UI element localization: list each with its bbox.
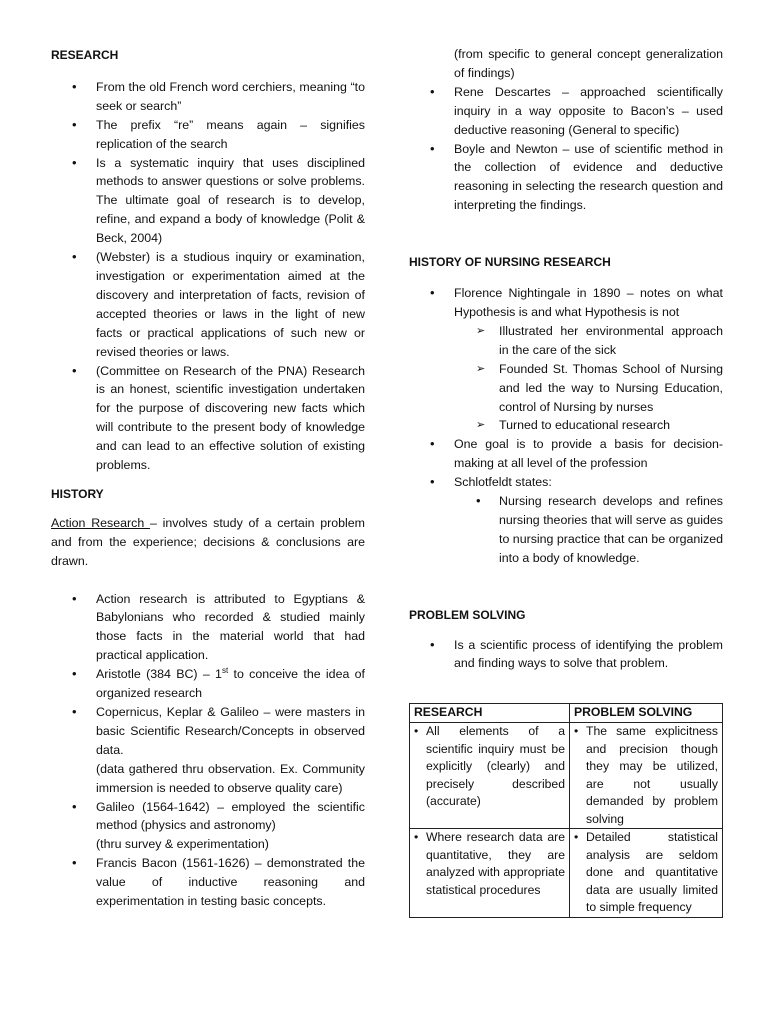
aristotle-text: Aristotle (384 BC) – 1 [96,667,222,682]
action-research-paragraph [51,514,365,571]
list-item: • From the old French word cerchiers, meaning “to seek or search” [51,78,365,116]
table-header-row [410,704,723,723]
table-header: RESEARCH [410,704,570,723]
table-row [410,723,723,829]
list-item [51,665,365,703]
nursing-history-list [409,284,723,492]
aristotle-text-end: to conceive the idea of organized research [96,667,365,701]
list-item [409,284,723,435]
table-cell [570,723,723,829]
table-cell [410,829,570,918]
comparison-table [409,703,723,918]
cell-text: • The same explicitness and precision though they may be utilized, are not usually demanded by problem solving [574,723,718,828]
problem-solving-heading: PROBLEM SOLVING [409,607,526,622]
list-item: • Is a scientific process of identifying the problem and finding ways to solve that problem. [409,636,723,674]
table-header: PROBLEM SOLVING [570,704,723,723]
galileo-note: (thru survey & experimentation) [96,837,269,852]
left-column [51,46,365,911]
sub-list-item: ➢ Turned to educational research [454,416,723,435]
bacon-continued-text: (from specific to general concept generalization of findings) [454,47,723,80]
action-research-term: Action Research [51,515,150,530]
table-cell [410,723,570,829]
list-item: • One goal is to provide a basis for decision-making at all level of the profession [409,435,723,473]
nursing-research-heading: HISTORY OF NURSING RESEARCH [409,255,611,270]
research-definition-list [51,78,365,475]
cell-text: • Where research data are quantitative, they are analyzed with appropriate statistical procedures [414,829,565,899]
schlotfeldt-sublist [454,492,723,568]
list-item: • Action research is attributed to Egyptians & Babylonians who recorded & studied mainly those facts in the material world that had practical application. [51,590,365,666]
sub-list-item: ➢ Illustrated her environmental approach in the care of the sick [454,322,723,360]
cell-text: • All elements of a scientific inquiry must be explicitly (clearly) and precisely described (accurate) [414,723,565,811]
action-research-definition: – involves study of a certain problem and from the experience; decisions & conclusions are drawn. [51,515,365,568]
copernicus-text: Copernicus, Keplar & Galileo – were masters in basic Scientific Research/Concepts in observed data. [96,705,365,757]
galileo-text: Galileo (1564-1642) – employed the scientific method (physics and astronomy) [96,799,365,833]
problem-solving-list [409,636,723,674]
list-item: • Rene Descartes – approached scientifically inquiry in a way opposite to Bacon’s – used deductive reasoning (General to specific) [409,83,723,140]
table-row [410,829,723,918]
table-cell [570,829,723,918]
list-item: • Is a systematic inquiry that uses disciplined methods to answer questions or solve problems. The ultimate goal of research is to develop, refine, and expand a body of knowledge (Polit & Beck, 2004) [51,154,365,249]
list-item: • Boyle and Newton – use of scientific method in the collection of evidence and deductive reasoning in selecting the research question and interpreting the findings. [409,140,723,216]
nightingale-text: Florence Nightingale in 1890 – notes on what Hypothesis is and what Hypothesis is not [454,286,723,319]
history-continued-list [409,83,723,215]
list-item [51,703,365,798]
list-item: • (Webster) is a studious inquiry or examination, investigation or experimentation aimed at the discovery and interpretation of facts, revision of accepted theories or laws in the light of new facts or practical applications of such new or revised theories or laws. [51,248,365,361]
list-item: • Schlotfeldt states: [409,473,723,492]
sub-list-item: • Nursing research develops and refines nursing theories that will serve as guides to nursing practice that can be organized into a body of knowledge. [454,492,723,568]
history-list [51,590,365,911]
ordinal-suffix: st [221,666,229,676]
cell-text: • Detailed statistical analysis are seldom done and quantitative data are usually limited to simple frequency [574,829,718,917]
sub-list-item: ➢ Founded St. Thomas School of Nursing and led the way to Nursing Education, control of Nursing by nurses [454,360,723,417]
list-item: • Francis Bacon (1561-1626) – demonstrated the value of inductive reasoning and experimentation in testing basic concepts. [51,854,365,911]
nightingale-sublist [454,322,723,435]
right-column [409,45,723,918]
list-item [51,798,365,855]
list-item: • The prefix “re” means again – signifies replication of the search [51,116,365,154]
copernicus-note: (data gathered thru observation. Ex. Community immersion is needed to observe quality care) [96,761,365,795]
list-item: • (Committee on Research of the PNA) Research is an honest, scientific investigation undertaken for the purpose of discovering new facts which will contribute to the present body of knowledge and can lead to an effective solution of existing problems. [51,362,365,475]
research-heading: RESEARCH [51,48,119,62]
history-heading: HISTORY [51,486,104,501]
